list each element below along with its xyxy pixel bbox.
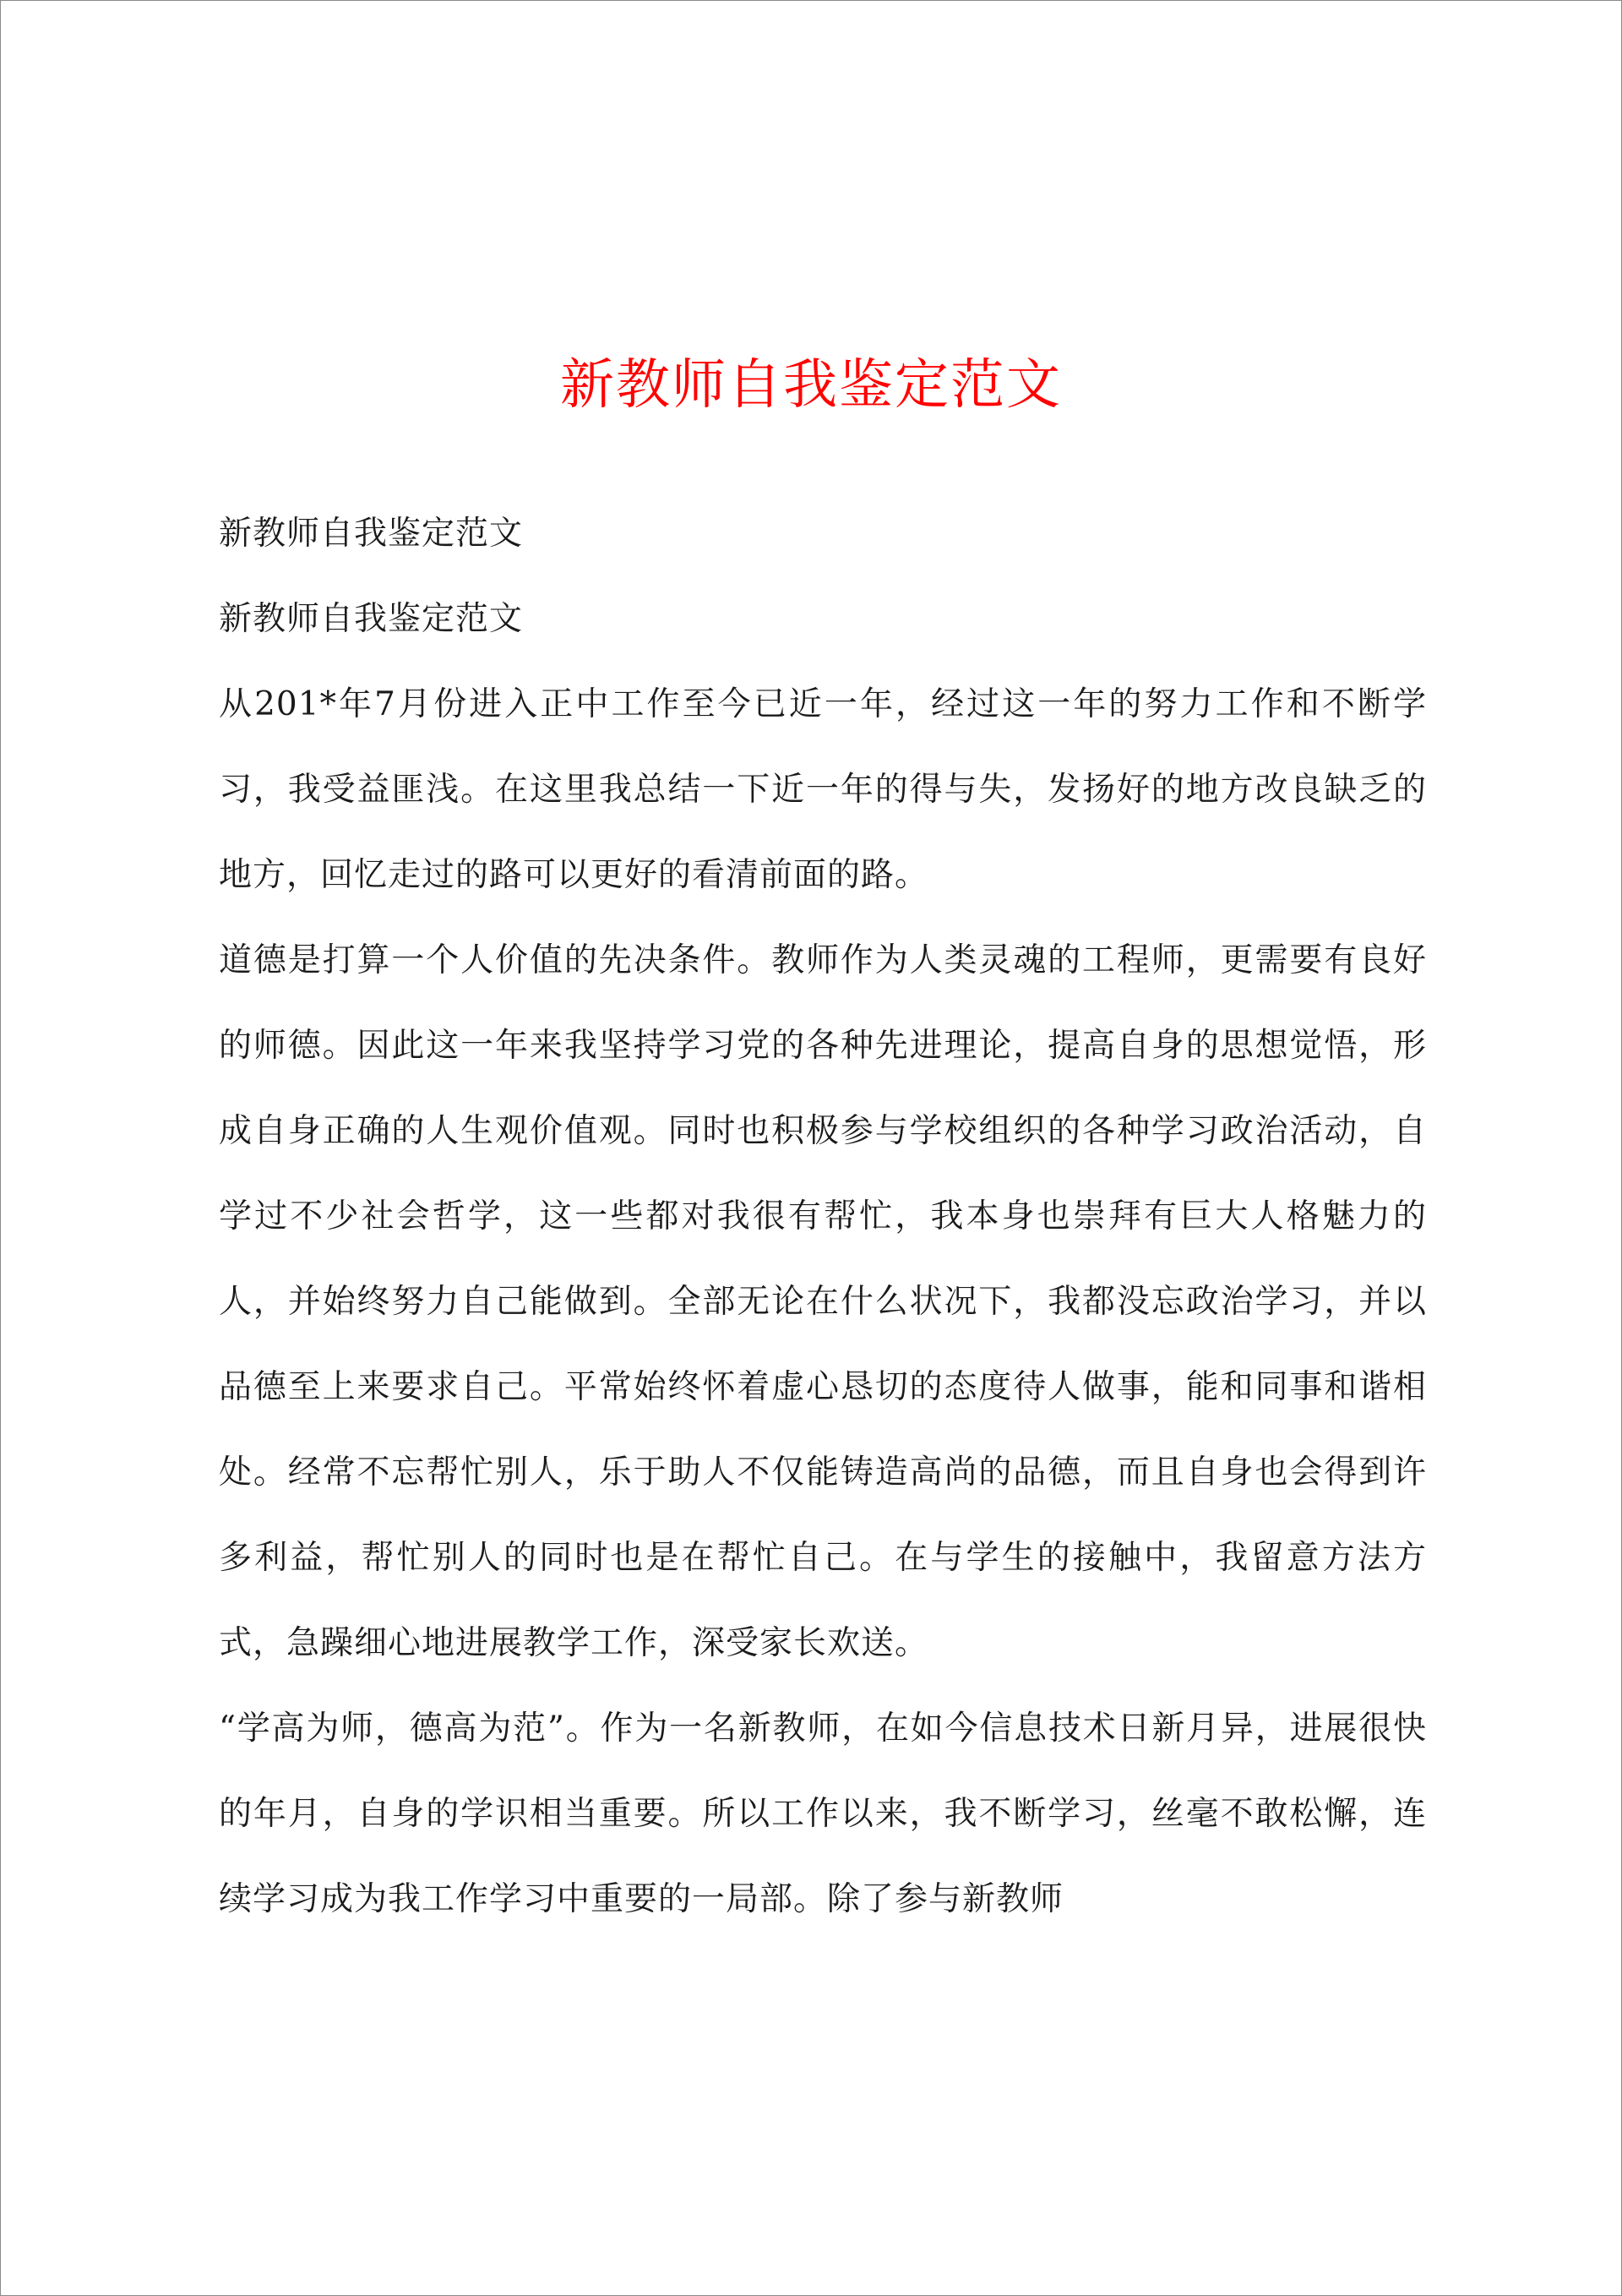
paragraph-learning: “学高为师，德高为范”。作为一名新教师，在如今信息技术日新月异，进展很快的年月，自身的学识相当重要。所以工作以来，我不断学习，丝毫不敢松懈，连续学习成为我工作学习中重要的一局部。除了参与新教师 <box>219 1710 1427 1918</box>
document-body <box>219 491 1427 1942</box>
heading-line-2: 新教师自我鉴定范文 <box>219 600 524 638</box>
paragraph-intro: 从201*年7月份进入正中工作至今已近一年，经过这一年的努力工作和不断学习，我受益匪浅。在这里我总结一下近一年的得与失，发扬好的地方改良缺乏的地方，回忆走过的路可以更好的看清前面的路。 <box>219 685 1427 894</box>
heading-line-1: 新教师自我鉴定范文 <box>219 515 524 553</box>
document-title: 新教师自我鉴定范文 <box>560 354 1062 417</box>
paragraph-morality: 道德是打算一个人价值的先决条件。教师作为人类灵魂的工程师，更需要有良好的师德。因此这一年来我坚持学习党的各种先进理论，提高自身的思想觉悟，形成自身正确的人生观价值观。同时也积极参与学校组织的各种学习政治活动，自学过不少社会哲学，这一些都对我很有帮忙，我本身也崇拜有巨大人格魅力的人，并始终努力自己能做到。全部无论在什么状况下，我都没忘政治学习，并以品德至上来要求自己。平常始终怀着虚心恳切的态度待人做事，能和同事和谐相处。经常不忘帮忙别人，乐于助人不仅能铸造高尚的品德，而且自身也会得到许多利益，帮忙别人的同时也是在帮忙自己。在与学生的接触中，我留意方法方式，急躁细心地进展教学工作，深受家长欢送。 <box>219 941 1427 1662</box>
